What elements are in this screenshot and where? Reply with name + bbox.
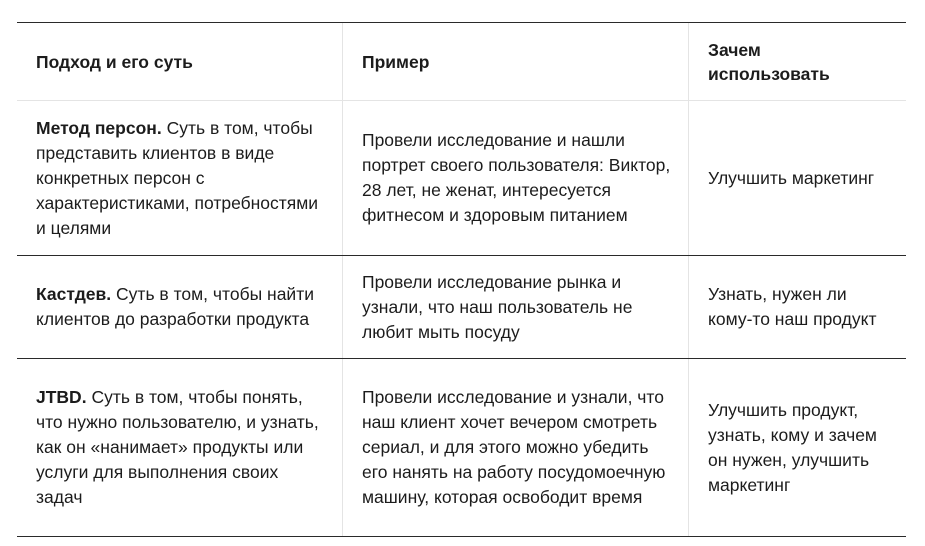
table-row: [17, 256, 906, 359]
header-why: [688, 23, 906, 100]
row-example-text: Провели исследование и узнали, что наш клиент хочет вечером смотреть сериал, и для этого можно убедить его нанять на работу посудомоечную машину, которая освободит время: [362, 387, 666, 507]
row-approach-title: Метод персон.: [36, 117, 162, 138]
row-example-text: Провели исследование рынка и узнали, что наш пользователь не любит мыть посуду: [362, 271, 633, 342]
row-example-text: Провели исследование и нашли портрет своего пользователя: Виктор, 28 лет, не женат, интересуется фитнесом и здоровым питанием: [362, 130, 671, 225]
row-approach-title: Кастдев.: [36, 284, 112, 304]
row-approach-cell: [17, 256, 342, 358]
row-why-text: Улучшить маркетинг: [708, 167, 875, 188]
header-example: [342, 23, 688, 100]
row-why-text: Узнать, нужен ли кому-то наш продукт: [708, 284, 877, 329]
row-example-cell: [342, 101, 688, 255]
row-why-text: Улучшить продукт, узнать, кому и зачем он нужен, улучшить маркетинг: [708, 399, 877, 495]
header-approach-label: Подход и его суть: [36, 51, 193, 72]
row-approach-text-block: [36, 116, 328, 241]
table-header-row: [17, 23, 906, 101]
header-example-label: Пример: [362, 51, 430, 72]
row-approach-text-block: [36, 385, 328, 510]
table-row: [17, 359, 906, 536]
row-approach-title: JTBD.: [36, 387, 87, 407]
row-why-cell: [688, 359, 906, 536]
row-approach-text: Суть в том, чтобы понять, что нужно пользователю, и узнать, как он «нанимает» продукты или услуги для выполнения своих задач: [36, 387, 319, 507]
table-row: [17, 101, 906, 256]
row-approach-text: Суть в том, чтобы найти клиентов до разработки продукта: [36, 284, 314, 329]
row-why-cell: [688, 101, 906, 255]
header-why-line2: использовать: [708, 63, 830, 84]
row-approach-cell: [17, 101, 342, 255]
row-approach-text: Суть в том, чтобы представить клиентов в виде конкретных персон с характеристиками, потребностями и целями: [36, 117, 319, 238]
header-why-line1: Зачем: [708, 39, 761, 60]
row-example-cell: [342, 256, 688, 358]
row-approach-text-block: [36, 282, 328, 332]
row-example-cell: [342, 359, 688, 536]
row-why-cell: [688, 256, 906, 358]
comparison-table: [17, 22, 906, 537]
header-approach: [17, 23, 342, 100]
row-approach-cell: [17, 359, 342, 536]
